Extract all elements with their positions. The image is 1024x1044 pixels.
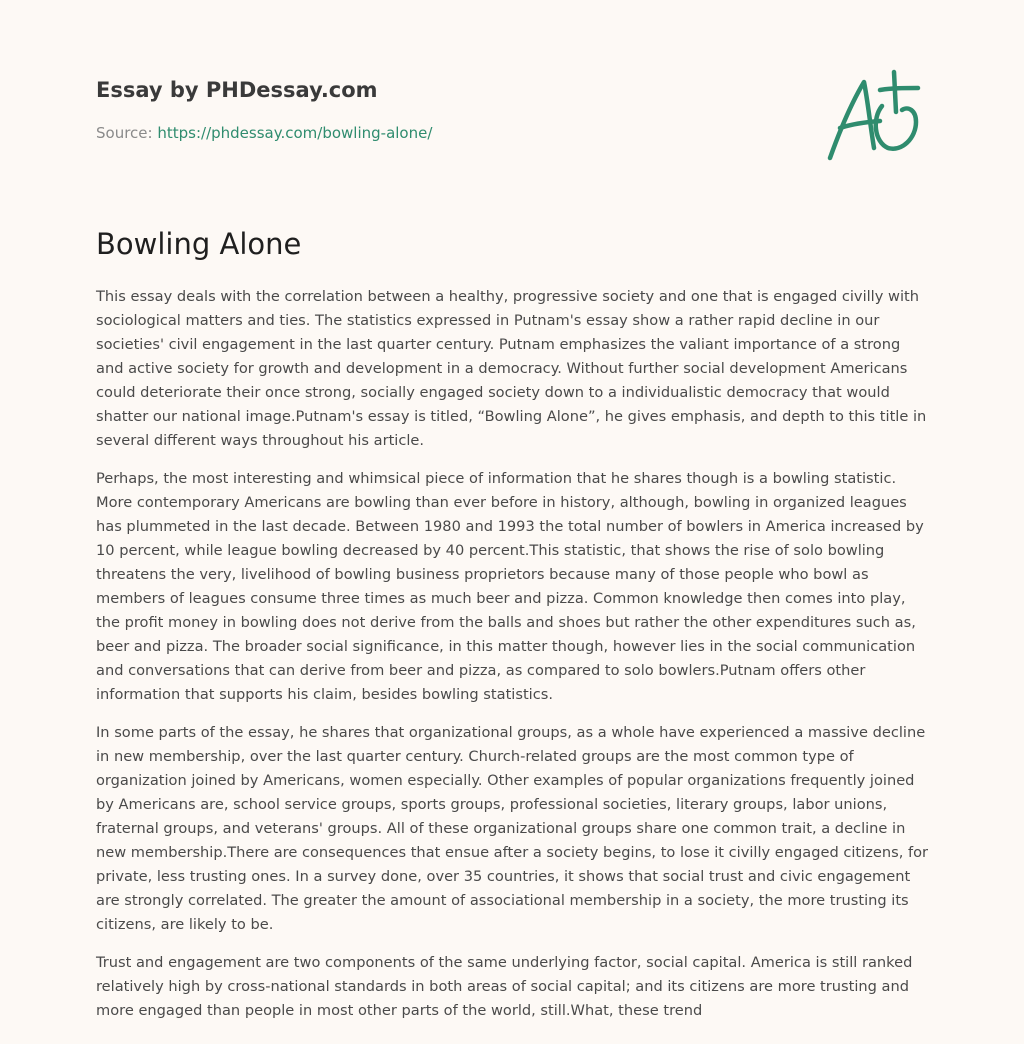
essay-header — [96, 76, 936, 143]
source-line — [96, 123, 936, 143]
a-plus-logo-icon — [822, 66, 930, 166]
essay-body — [96, 285, 931, 1037]
source-label: Source: — [96, 124, 153, 142]
essay-paragraph: This essay deals with the correlation between a healthy, progressive society and one that is engaged civilly with sociological matters and ties. The statistics expressed in Putnam's essay show a rather rapid decline in our societies' civil engagement in the last quarter century. Putnam emphasizes the valiant importance of a strong and active society for growth and development in a democracy. Without further social development Americans could deteriorate their once strong, socially engaged society down to a individualistic democracy that would shatter our national image.Putnam's essay is titled, “Bowling Alone”, he gives emphasis, and depth to this title in several different ways throughout his article. — [96, 288, 927, 449]
essay-paragraph: Trust and engagement are two components of the same underlying factor, social capital. America is still ranked relatively high by cross-national standards in both areas of social capital; and its citizens are more trusting and more engaged than people in most other parts of the world, still.What, these trend — [96, 954, 913, 1019]
page-title: Bowling Alone — [96, 227, 302, 261]
site-title: Essay by PHDessay.com — [96, 78, 378, 102]
source-link[interactable]: https://phdessay.com/bowling-alone/ — [157, 124, 433, 142]
essay-paragraph: Perhaps, the most interesting and whimsical piece of information that he shares though is a bowling statistic. More contemporary Americans are bowling than ever before in history, although, bowling in organized leagues has plummeted in the last decade. Between 1980 and 1993 the total number of bowlers in America increased by 10 percent, while league bowling decreased by 40 percent.This statistic, that shows the rise of solo bowling threatens the very, livelihood of bowling business proprietors because many of those people who bowl as members of leagues consume three times as much beer and pizza. Common knowledge then comes into play, the profit money in bowling does not derive from the balls and shoes but rather the other expenditures such as, beer and pizza. The broader social significance, in this matter though, however lies in the social communication and conversations that can derive from beer and pizza, as compared to solo bowlers.Putnam offers other information that supports his claim, besides bowling statistics. — [96, 470, 924, 703]
essay-paragraph: In some parts of the essay, he shares that organizational groups, as a whole have experienced a massive decline in new membership, over the last quarter century. Church-related groups are the most common type of organization joined by Americans, women especially. Other examples of popular organizations frequently joined by Americans are, school service groups, sports groups, professional societies, literary groups, labor unions, fraternal groups, and veterans' groups. All of these organizational groups share one common trait, a decline in new membership.There are consequences that ensue after a society begins, to lose it civilly engaged citizens, for private, less trusting ones. In a survey done, over 35 countries, it shows that social trust and civic engagement are strongly correlated. The greater the amount of associational membership in a society, the more trusting its citizens, are likely to be. — [96, 724, 929, 933]
